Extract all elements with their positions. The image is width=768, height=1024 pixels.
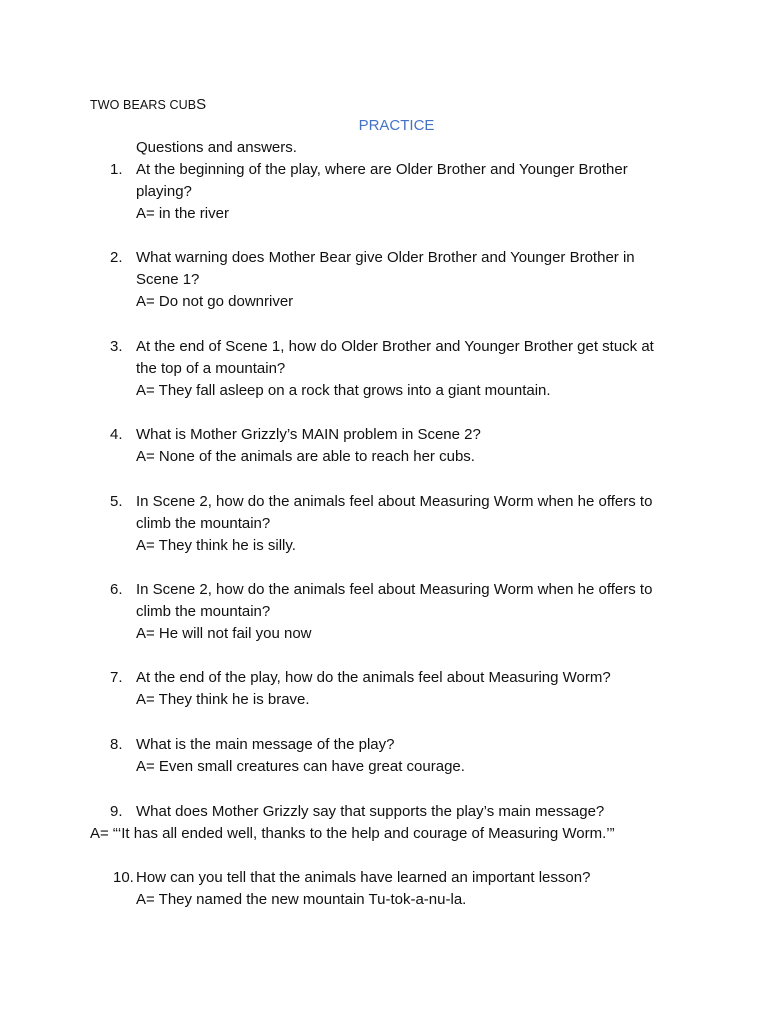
question-text: In Scene 2, how do the animals feel about Measuring Worm when he offers to climb the mountain? bbox=[136, 581, 653, 620]
answer-text: A= They think he is brave. bbox=[136, 691, 310, 708]
question-number: 6. bbox=[110, 581, 123, 598]
question-text: At the end of the play, how do the animals feel about Measuring Worm? bbox=[136, 669, 611, 686]
question-number: 10. bbox=[113, 869, 134, 886]
intro-text: Questions and answers. bbox=[136, 139, 297, 156]
answer-text: A= Even small creatures can have great courage. bbox=[136, 758, 465, 775]
question-text: At the beginning of the play, where are Older Brother and Younger Brother playing? bbox=[136, 161, 628, 200]
question-number: 7. bbox=[110, 669, 123, 686]
section-heading: PRACTICE bbox=[358, 117, 435, 134]
document-title-main: TWO BEARS CUB bbox=[90, 98, 197, 112]
question-text: What does Mother Grizzly say that supports the play’s main message? bbox=[136, 803, 605, 820]
question-number: 2. bbox=[110, 249, 123, 266]
question-text: What is the main message of the play? bbox=[136, 736, 395, 753]
question-text: At the end of Scene 1, how do Older Brother and Younger Brother get stuck at the top of a mountain? bbox=[136, 338, 654, 377]
answer-text: A= None of the animals are able to reach her cubs. bbox=[136, 448, 475, 465]
question-number: 8. bbox=[110, 736, 123, 753]
question-number: 3. bbox=[110, 338, 123, 355]
question-text: How can you tell that the animals have learned an important lesson? bbox=[136, 869, 591, 886]
question-number: 9. bbox=[110, 803, 123, 820]
answer-text: A= They named the new mountain Tu-tok-a-nu-la. bbox=[136, 891, 467, 908]
answer-text: A= Do not go downriver bbox=[136, 293, 294, 310]
question-number: 4. bbox=[110, 426, 123, 443]
question-number: 1. bbox=[110, 161, 123, 178]
document-title-last-letter: S bbox=[196, 96, 207, 113]
answer-text: A= in the river bbox=[136, 205, 229, 222]
answer-text: A= “‘It has all ended well, thanks to the help and courage of Measuring Worm.’” bbox=[90, 825, 615, 842]
question-text: In Scene 2, how do the animals feel about Measuring Worm when he offers to climb the mountain? bbox=[136, 493, 653, 532]
question-number: 5. bbox=[110, 493, 123, 510]
question-text: What warning does Mother Bear give Older Brother and Younger Brother in Scene 1? bbox=[136, 249, 635, 288]
answer-text: A= They fall asleep on a rock that grows into a giant mountain. bbox=[136, 382, 551, 399]
answer-text: A= He will not fail you now bbox=[136, 625, 312, 642]
answer-text: A= They think he is silly. bbox=[136, 537, 296, 554]
question-text: What is Mother Grizzly’s MAIN problem in Scene 2? bbox=[136, 426, 481, 443]
document-title bbox=[90, 96, 206, 113]
